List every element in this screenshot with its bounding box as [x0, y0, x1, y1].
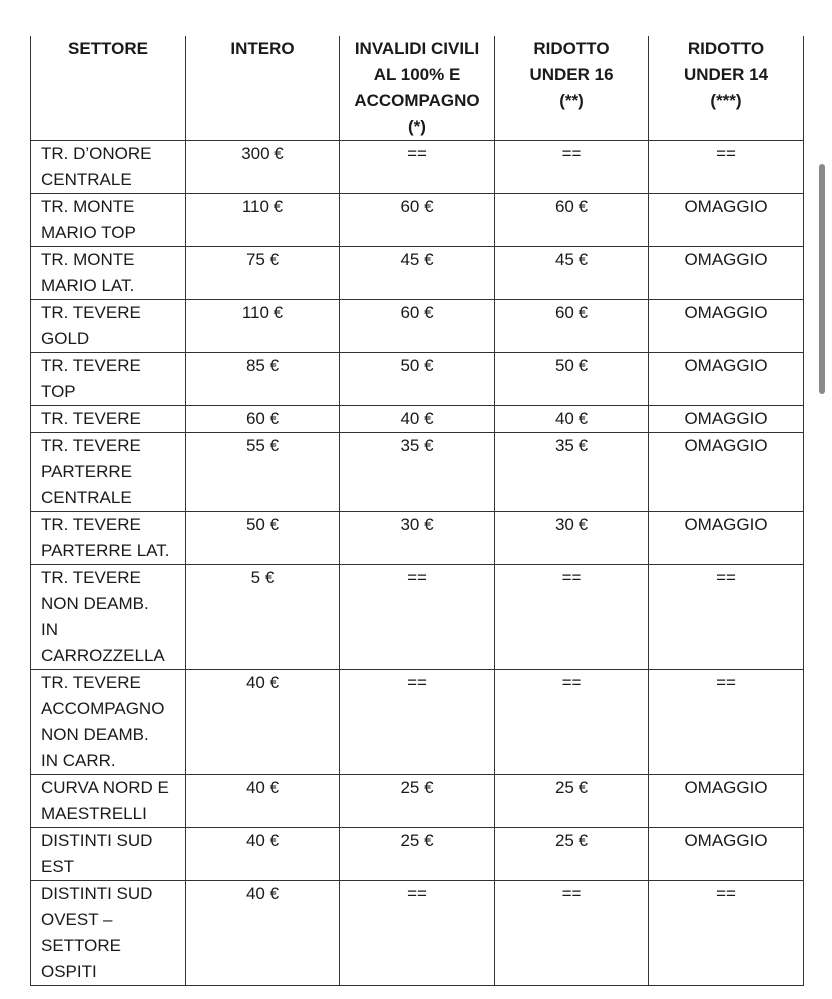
table-row	[31, 433, 804, 512]
header-text-line: INTERO	[230, 39, 295, 58]
sector-cell	[31, 775, 186, 828]
under16-price-cell: 60 €	[495, 194, 649, 247]
sector-cell	[31, 565, 186, 670]
header-text-line: (***)	[710, 91, 742, 110]
header-text-line: RIDOTTO	[687, 39, 765, 58]
under16-price-cell: 60 €	[495, 300, 649, 353]
price-table-body	[31, 141, 804, 986]
under14-price-cell: OMAGGIO	[649, 300, 804, 353]
intero-price-cell: 110 €	[186, 300, 340, 353]
sector-text-line: MARIO TOP	[41, 223, 136, 242]
header-text-line: SETTORE	[68, 39, 148, 58]
under14-price-cell: OMAGGIO	[649, 194, 804, 247]
intero-price-cell: 40 €	[186, 881, 340, 986]
sector-text-line: TR. TEVERE	[41, 409, 141, 428]
table-row	[31, 881, 804, 986]
sector-text-line: CENTRALE	[41, 170, 132, 189]
under16-price-cell: ==	[495, 670, 649, 775]
sector-text-line: EST	[41, 857, 75, 876]
sector-text-line: TOP	[41, 382, 76, 401]
invalidi-price-cell: 30 €	[340, 512, 495, 565]
header-text-line: AL 100% E	[373, 65, 461, 84]
sector-cell	[31, 247, 186, 300]
price-table	[30, 36, 804, 986]
intero-price-cell: 40 €	[186, 670, 340, 775]
sector-cell	[31, 300, 186, 353]
sector-cell	[31, 670, 186, 775]
under16-price-cell: 45 €	[495, 247, 649, 300]
sector-text-line: DISTINTI SUD	[41, 831, 153, 850]
sector-text-line: TR. TEVERE	[41, 436, 141, 455]
header-text-line: (*)	[408, 117, 426, 136]
table-row	[31, 141, 804, 194]
under16-price-cell: 30 €	[495, 512, 649, 565]
table-row	[31, 670, 804, 775]
header-intero	[186, 36, 340, 141]
sector-text-line: CURVA NORD E	[41, 778, 169, 797]
header-text-line: ACCOMPAGNO	[354, 91, 480, 110]
intero-price-cell: 55 €	[186, 433, 340, 512]
under16-price-cell: ==	[495, 141, 649, 194]
invalidi-price-cell: 60 €	[340, 300, 495, 353]
under16-price-cell: 25 €	[495, 775, 649, 828]
sector-text-line: IN CARR.	[41, 751, 116, 770]
header-ridotto-u16	[495, 36, 649, 141]
sector-text-line: TR. D’ONORE	[41, 144, 152, 163]
sector-text-line: OVEST –	[41, 910, 113, 929]
sector-text-line: OSPITI	[41, 962, 97, 981]
under14-price-cell: ==	[649, 141, 804, 194]
sector-text-line: NON DEAMB.	[41, 594, 149, 613]
invalidi-price-cell: 50 €	[340, 353, 495, 406]
sector-text-line: TR. MONTE	[41, 250, 135, 269]
under16-price-cell: ==	[495, 881, 649, 986]
sector-cell	[31, 433, 186, 512]
sector-cell	[31, 828, 186, 881]
sector-text-line: MARIO LAT.	[41, 276, 135, 295]
under16-price-cell: 25 €	[495, 828, 649, 881]
sector-text-line: TR. TEVERE	[41, 515, 141, 534]
invalidi-price-cell: ==	[340, 141, 495, 194]
sector-text-line: TR. MONTE	[41, 197, 135, 216]
header-ridotto-u14	[649, 36, 804, 141]
invalidi-price-cell: 60 €	[340, 194, 495, 247]
under14-price-cell: OMAGGIO	[649, 406, 804, 433]
header-text-line: INVALIDI CIVILI	[354, 39, 480, 58]
sector-cell	[31, 406, 186, 433]
under14-price-cell: OMAGGIO	[649, 433, 804, 512]
table-row	[31, 565, 804, 670]
sector-cell	[31, 194, 186, 247]
table-row	[31, 194, 804, 247]
sector-cell	[31, 881, 186, 986]
under14-price-cell: OMAGGIO	[649, 353, 804, 406]
under14-price-cell: OMAGGIO	[649, 247, 804, 300]
sector-cell	[31, 141, 186, 194]
header-text-line: UNDER 14	[683, 65, 769, 84]
invalidi-price-cell: 40 €	[340, 406, 495, 433]
intero-price-cell: 75 €	[186, 247, 340, 300]
header-text-line: (**)	[559, 91, 584, 110]
intero-price-cell: 85 €	[186, 353, 340, 406]
intero-price-cell: 110 €	[186, 194, 340, 247]
header-row	[31, 36, 804, 141]
under14-price-cell: ==	[649, 670, 804, 775]
sector-text-line: TR. TEVERE	[41, 673, 141, 692]
sector-text-line: GOLD	[41, 329, 90, 348]
header-settore	[31, 36, 186, 141]
invalidi-price-cell: 25 €	[340, 775, 495, 828]
sector-text-line: NON DEAMB.	[41, 725, 149, 744]
invalidi-price-cell: 25 €	[340, 828, 495, 881]
sector-text-line: TR. TEVERE	[41, 356, 141, 375]
header-text-line: RIDOTTO	[533, 39, 610, 58]
sector-text-line: CENTRALE	[41, 488, 132, 507]
under16-price-cell: 40 €	[495, 406, 649, 433]
price-table-header	[31, 36, 804, 141]
under14-price-cell: OMAGGIO	[649, 828, 804, 881]
under14-price-cell: OMAGGIO	[649, 512, 804, 565]
invalidi-price-cell: 45 €	[340, 247, 495, 300]
table-row	[31, 406, 804, 433]
sector-text-line: MAESTRELLI	[41, 804, 147, 823]
table-row	[31, 300, 804, 353]
under16-price-cell: 35 €	[495, 433, 649, 512]
intero-price-cell: 50 €	[186, 512, 340, 565]
invalidi-price-cell: 35 €	[340, 433, 495, 512]
invalidi-price-cell: ==	[340, 881, 495, 986]
intero-price-cell: 300 €	[186, 141, 340, 194]
intero-price-cell: 5 €	[186, 565, 340, 670]
vertical-scrollbar[interactable]	[819, 164, 825, 394]
sector-text-line: ACCOMPAGNO	[41, 699, 165, 718]
under14-price-cell: OMAGGIO	[649, 775, 804, 828]
under16-price-cell: 50 €	[495, 353, 649, 406]
under14-price-cell: ==	[649, 881, 804, 986]
under14-price-cell: ==	[649, 565, 804, 670]
under16-price-cell: ==	[495, 565, 649, 670]
invalidi-price-cell: ==	[340, 565, 495, 670]
sector-text-line: PARTERRE	[41, 462, 133, 481]
sector-text-line: SETTORE	[41, 936, 121, 955]
intero-price-cell: 60 €	[186, 406, 340, 433]
sector-text-line: TR. TEVERE	[41, 303, 141, 322]
table-row	[31, 247, 804, 300]
sector-text-line: IN	[41, 620, 58, 639]
table-row	[31, 828, 804, 881]
table-row	[31, 512, 804, 565]
header-invalidi	[340, 36, 495, 141]
sector-cell	[31, 353, 186, 406]
price-table-container	[30, 36, 803, 986]
sector-text-line: TR. TEVERE	[41, 568, 141, 587]
intero-price-cell: 40 €	[186, 828, 340, 881]
sector-cell	[31, 512, 186, 565]
sector-text-line: DISTINTI SUD	[41, 884, 153, 903]
header-text-line: UNDER 16	[529, 65, 614, 84]
intero-price-cell: 40 €	[186, 775, 340, 828]
table-row	[31, 775, 804, 828]
sector-text-line: CARROZZELLA	[41, 646, 165, 665]
invalidi-price-cell: ==	[340, 670, 495, 775]
table-row	[31, 353, 804, 406]
sector-text-line: PARTERRE LAT.	[41, 541, 170, 560]
